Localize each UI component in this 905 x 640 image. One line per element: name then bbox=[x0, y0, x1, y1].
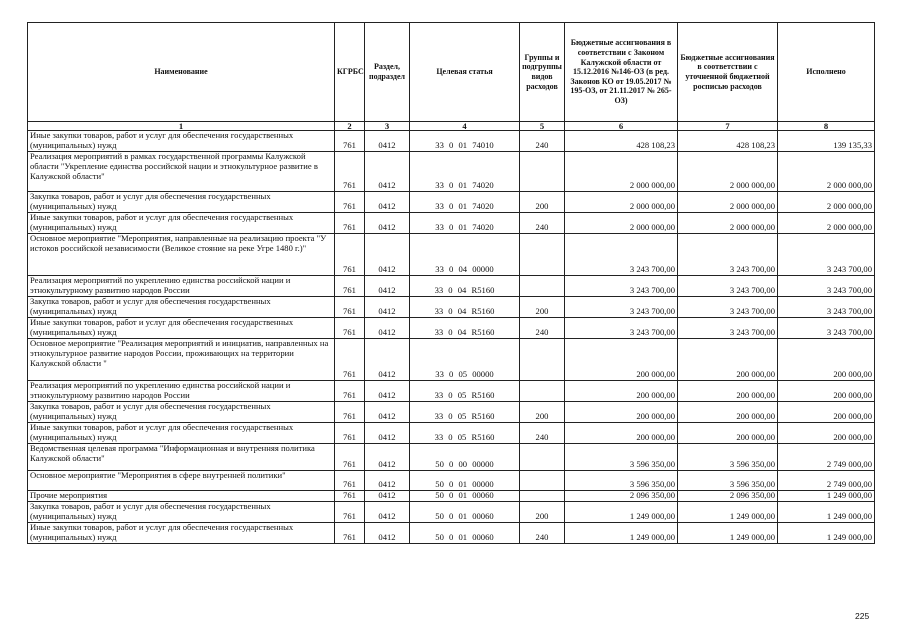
row-plan-amount: 3 596 350,00 bbox=[678, 444, 778, 471]
column-number: 2 bbox=[335, 122, 365, 131]
header-executed: Исполнено bbox=[778, 23, 875, 122]
row-grbs: 761 bbox=[335, 276, 365, 297]
row-section: 0412 bbox=[365, 423, 410, 444]
row-grbs: 761 bbox=[335, 339, 365, 381]
row-executed-amount: 3 243 700,00 bbox=[778, 297, 875, 318]
row-target-code: 50 0 01 00060 bbox=[410, 522, 520, 543]
table-row bbox=[28, 339, 875, 381]
row-grbs: 761 bbox=[335, 131, 365, 152]
column-number: 6 bbox=[565, 122, 678, 131]
row-grbs: 761 bbox=[335, 522, 365, 543]
row-expense-type: 240 bbox=[520, 522, 565, 543]
row-law-amount: 3 596 350,00 bbox=[565, 444, 678, 471]
row-law-amount: 3 596 350,00 bbox=[565, 471, 678, 491]
table-header bbox=[28, 23, 875, 131]
table-row bbox=[28, 491, 875, 502]
table-row bbox=[28, 131, 875, 152]
row-law-amount: 200 000,00 bbox=[565, 402, 678, 423]
row-name: Основное мероприятие "Мероприятия в сфере внутренней политики" bbox=[28, 471, 335, 491]
row-target-code: 50 0 01 00060 bbox=[410, 501, 520, 522]
row-law-amount: 200 000,00 bbox=[565, 339, 678, 381]
table-row bbox=[28, 402, 875, 423]
column-number: 1 bbox=[28, 122, 335, 131]
row-expense-type: 240 bbox=[520, 423, 565, 444]
row-grbs: 761 bbox=[335, 402, 365, 423]
table-row bbox=[28, 318, 875, 339]
row-section: 0412 bbox=[365, 318, 410, 339]
row-law-amount: 2 000 000,00 bbox=[565, 152, 678, 192]
row-target-code: 33 0 01 74020 bbox=[410, 213, 520, 234]
table-row bbox=[28, 276, 875, 297]
row-executed-amount: 2 749 000,00 bbox=[778, 444, 875, 471]
row-expense-type bbox=[520, 234, 565, 276]
row-executed-amount: 2 000 000,00 bbox=[778, 192, 875, 213]
row-target-code: 50 0 00 00000 bbox=[410, 444, 520, 471]
row-expense-type bbox=[520, 152, 565, 192]
row-target-code: 50 0 01 00060 bbox=[410, 491, 520, 502]
table-row bbox=[28, 152, 875, 192]
row-law-amount: 3 243 700,00 bbox=[565, 234, 678, 276]
column-number: 3 bbox=[365, 122, 410, 131]
row-section: 0412 bbox=[365, 491, 410, 502]
row-grbs: 761 bbox=[335, 423, 365, 444]
row-target-code: 33 0 05 R5160 bbox=[410, 402, 520, 423]
page-number: 225 bbox=[855, 611, 870, 621]
column-number: 7 bbox=[678, 122, 778, 131]
row-executed-amount: 200 000,00 bbox=[778, 423, 875, 444]
row-plan-amount: 2 096 350,00 bbox=[678, 491, 778, 502]
row-law-amount: 3 243 700,00 bbox=[565, 276, 678, 297]
row-executed-amount: 2 000 000,00 bbox=[778, 213, 875, 234]
row-expense-type: 200 bbox=[520, 501, 565, 522]
row-plan-amount: 3 596 350,00 bbox=[678, 471, 778, 491]
row-executed-amount: 2 749 000,00 bbox=[778, 471, 875, 491]
row-plan-amount: 3 243 700,00 bbox=[678, 318, 778, 339]
row-expense-type bbox=[520, 444, 565, 471]
row-target-code: 33 0 05 R5160 bbox=[410, 381, 520, 402]
row-target-code: 33 0 04 R5160 bbox=[410, 297, 520, 318]
table-row bbox=[28, 471, 875, 491]
table-row bbox=[28, 381, 875, 402]
row-name: Ведомственная целевая программа "Информационная и внутренняя политика Калужской области" bbox=[28, 444, 335, 471]
row-plan-amount: 428 108,23 bbox=[678, 131, 778, 152]
row-law-amount: 2 000 000,00 bbox=[565, 213, 678, 234]
table-row bbox=[28, 423, 875, 444]
row-executed-amount: 3 243 700,00 bbox=[778, 276, 875, 297]
row-section: 0412 bbox=[365, 276, 410, 297]
row-plan-amount: 3 243 700,00 bbox=[678, 297, 778, 318]
table-row bbox=[28, 522, 875, 543]
row-executed-amount: 139 135,33 bbox=[778, 131, 875, 152]
row-grbs: 761 bbox=[335, 234, 365, 276]
row-plan-amount: 2 000 000,00 bbox=[678, 192, 778, 213]
row-grbs: 761 bbox=[335, 318, 365, 339]
row-plan-amount: 1 249 000,00 bbox=[678, 501, 778, 522]
row-expense-type: 240 bbox=[520, 213, 565, 234]
row-executed-amount: 1 249 000,00 bbox=[778, 501, 875, 522]
row-name: Реализация мероприятий по укреплению единства российской нации и этнокультурному развитию народов России bbox=[28, 276, 335, 297]
row-plan-amount: 3 243 700,00 bbox=[678, 234, 778, 276]
row-law-amount: 200 000,00 bbox=[565, 381, 678, 402]
row-section: 0412 bbox=[365, 152, 410, 192]
row-name: Основное мероприятие "Мероприятия, направленные на реализацию проекта "У истоков российской независимости (Великое стояние на реке Угре 1480 г.)" bbox=[28, 234, 335, 276]
row-plan-amount: 200 000,00 bbox=[678, 402, 778, 423]
row-name: Иные закупки товаров, работ и услуг для обеспечения государственных (муниципальных) нужд bbox=[28, 423, 335, 444]
row-grbs: 761 bbox=[335, 501, 365, 522]
row-expense-type bbox=[520, 471, 565, 491]
row-expense-type bbox=[520, 381, 565, 402]
header-grbs: КГРБС bbox=[335, 23, 365, 122]
row-executed-amount: 3 243 700,00 bbox=[778, 234, 875, 276]
row-name: Реализация мероприятий по укреплению единства российской нации и этнокультурному развитию народов России bbox=[28, 381, 335, 402]
row-section: 0412 bbox=[365, 192, 410, 213]
header-target-article: Целевая статья bbox=[410, 23, 520, 122]
column-number: 5 bbox=[520, 122, 565, 131]
row-section: 0412 bbox=[365, 131, 410, 152]
row-expense-type bbox=[520, 276, 565, 297]
row-law-amount: 3 243 700,00 bbox=[565, 318, 678, 339]
table-body bbox=[28, 131, 875, 544]
row-section: 0412 bbox=[365, 234, 410, 276]
row-grbs: 761 bbox=[335, 491, 365, 502]
row-plan-amount: 3 243 700,00 bbox=[678, 276, 778, 297]
row-grbs: 761 bbox=[335, 444, 365, 471]
row-name: Иные закупки товаров, работ и услуг для обеспечения государственных (муниципальных) нужд bbox=[28, 131, 335, 152]
row-target-code: 33 0 01 74020 bbox=[410, 192, 520, 213]
budget-table bbox=[27, 22, 875, 544]
row-target-code: 33 0 01 74020 bbox=[410, 152, 520, 192]
row-grbs: 761 bbox=[335, 381, 365, 402]
table-row bbox=[28, 501, 875, 522]
row-law-amount: 2 000 000,00 bbox=[565, 192, 678, 213]
row-name: Закупка товаров, работ и услуг для обеспечения государственных (муниципальных) нужд bbox=[28, 297, 335, 318]
table-row bbox=[28, 192, 875, 213]
row-section: 0412 bbox=[365, 402, 410, 423]
row-plan-amount: 200 000,00 bbox=[678, 423, 778, 444]
header-law-allocations: Бюджетные ассигнования в соответствии с Законом Калужской области от 15.12.2016 №146-ОЗ (в ред. Законов КО от 19.05.2017 № 195-ОЗ, от 21.11.2017 № 265-ОЗ) bbox=[565, 23, 678, 122]
row-section: 0412 bbox=[365, 444, 410, 471]
row-executed-amount: 200 000,00 bbox=[778, 339, 875, 381]
row-name: Закупка товаров, работ и услуг для обеспечения государственных (муниципальных) нужд bbox=[28, 192, 335, 213]
table-row bbox=[28, 444, 875, 471]
row-target-code: 33 0 05 00000 bbox=[410, 339, 520, 381]
row-expense-type bbox=[520, 491, 565, 502]
row-section: 0412 bbox=[365, 501, 410, 522]
row-target-code: 33 0 04 R5160 bbox=[410, 276, 520, 297]
row-name: Иные закупки товаров, работ и услуг для обеспечения государственных (муниципальных) нужд bbox=[28, 213, 335, 234]
row-plan-amount: 1 249 000,00 bbox=[678, 522, 778, 543]
row-law-amount: 1 249 000,00 bbox=[565, 522, 678, 543]
row-section: 0412 bbox=[365, 339, 410, 381]
row-law-amount: 428 108,23 bbox=[565, 131, 678, 152]
table-row bbox=[28, 297, 875, 318]
row-name: Иные закупки товаров, работ и услуг для обеспечения государственных (муниципальных) нужд bbox=[28, 318, 335, 339]
row-name: Закупка товаров, работ и услуг для обеспечения государственных (муниципальных) нужд bbox=[28, 501, 335, 522]
row-expense-type: 200 bbox=[520, 297, 565, 318]
column-number: 8 bbox=[778, 122, 875, 131]
header-section: Раздел, подраздел bbox=[365, 23, 410, 122]
row-name: Основное мероприятие "Реализация мероприятий и инициатив, направленных на этнокультурное развитие народов России, проживающих на территории Калужской области " bbox=[28, 339, 335, 381]
row-executed-amount: 1 249 000,00 bbox=[778, 491, 875, 502]
row-name: Иные закупки товаров, работ и услуг для обеспечения государственных (муниципальных) нужд bbox=[28, 522, 335, 543]
row-expense-type: 240 bbox=[520, 131, 565, 152]
row-grbs: 761 bbox=[335, 192, 365, 213]
row-section: 0412 bbox=[365, 381, 410, 402]
row-target-code: 50 0 01 00000 bbox=[410, 471, 520, 491]
row-plan-amount: 200 000,00 bbox=[678, 339, 778, 381]
row-expense-type bbox=[520, 339, 565, 381]
header-plan-allocations: Бюджетные ассигнования в соответствии с уточненной бюджетной росписью расходов bbox=[678, 23, 778, 122]
header-expense-groups: Группы и подгруппы видов расходов bbox=[520, 23, 565, 122]
row-law-amount: 2 096 350,00 bbox=[565, 491, 678, 502]
row-executed-amount: 200 000,00 bbox=[778, 402, 875, 423]
row-grbs: 761 bbox=[335, 152, 365, 192]
row-plan-amount: 2 000 000,00 bbox=[678, 213, 778, 234]
row-plan-amount: 200 000,00 bbox=[678, 381, 778, 402]
row-name: Прочие мероприятия bbox=[28, 491, 335, 502]
row-target-code: 33 0 01 74010 bbox=[410, 131, 520, 152]
row-executed-amount: 3 243 700,00 bbox=[778, 318, 875, 339]
column-number: 4 bbox=[410, 122, 520, 131]
row-grbs: 761 bbox=[335, 471, 365, 491]
row-plan-amount: 2 000 000,00 bbox=[678, 152, 778, 192]
row-name: Закупка товаров, работ и услуг для обеспечения государственных (муниципальных) нужд bbox=[28, 402, 335, 423]
row-law-amount: 3 243 700,00 bbox=[565, 297, 678, 318]
table-row bbox=[28, 234, 875, 276]
row-expense-type: 240 bbox=[520, 318, 565, 339]
row-grbs: 761 bbox=[335, 213, 365, 234]
row-law-amount: 200 000,00 bbox=[565, 423, 678, 444]
row-law-amount: 1 249 000,00 bbox=[565, 501, 678, 522]
row-target-code: 33 0 04 00000 bbox=[410, 234, 520, 276]
column-number-row bbox=[28, 122, 875, 131]
row-name: Реализация мероприятий в рамках государственной программы Калужской области "Укрепление единства российской нации и этнокультурное развитие в Калужской области" bbox=[28, 152, 335, 192]
row-executed-amount: 2 000 000,00 bbox=[778, 152, 875, 192]
row-section: 0412 bbox=[365, 297, 410, 318]
header-name: Наименование bbox=[28, 23, 335, 122]
row-section: 0412 bbox=[365, 213, 410, 234]
row-grbs: 761 bbox=[335, 297, 365, 318]
row-target-code: 33 0 04 R5160 bbox=[410, 318, 520, 339]
row-expense-type: 200 bbox=[520, 192, 565, 213]
row-target-code: 33 0 05 R5160 bbox=[410, 423, 520, 444]
row-executed-amount: 1 249 000,00 bbox=[778, 522, 875, 543]
row-section: 0412 bbox=[365, 471, 410, 491]
table-row bbox=[28, 213, 875, 234]
row-executed-amount: 200 000,00 bbox=[778, 381, 875, 402]
row-expense-type: 200 bbox=[520, 402, 565, 423]
row-section: 0412 bbox=[365, 522, 410, 543]
